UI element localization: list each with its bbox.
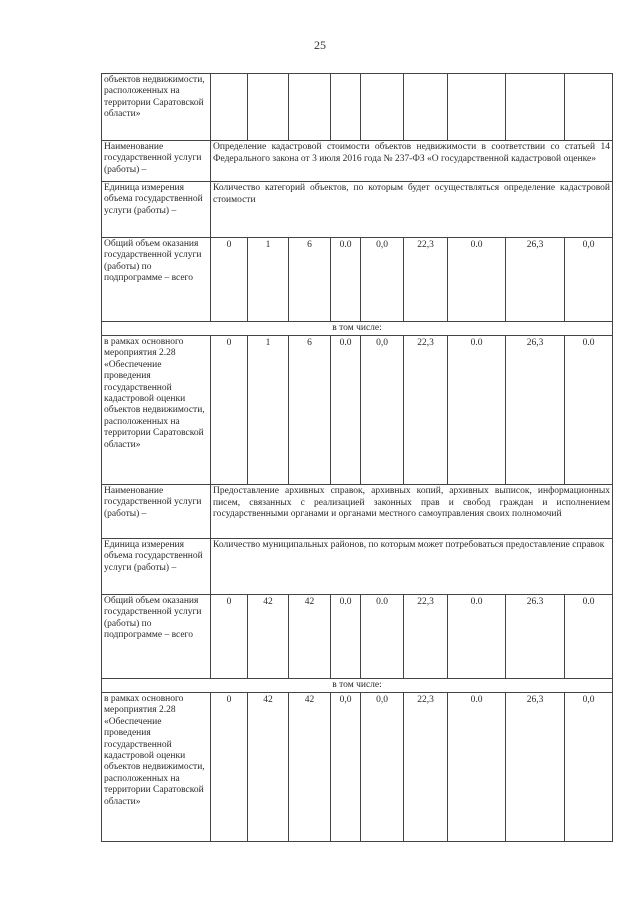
value-cell: 0,0: [361, 238, 404, 322]
unit-value: Количество категорий объектов, по которым будет осуществляться определение кадастровой стоимости: [211, 182, 613, 238]
table-row: [102, 238, 613, 322]
value-cell: 0: [211, 238, 248, 322]
value-cell: 26,3: [506, 693, 565, 842]
value-cell: 0.0: [565, 595, 613, 679]
value-cell: 0: [211, 336, 248, 485]
value-cell: 0.0: [331, 336, 361, 485]
total-volume-label: Общий объем оказания государственной услуги (работы) по подпрограмме – всего: [102, 238, 211, 322]
value-cell: 26.3: [506, 595, 565, 679]
value-cell: 0.0: [361, 595, 404, 679]
activity-label: в рамках основного мероприятия 2.28 «Обеспечение проведения государственной кадастровой оценки объектов недвижимости, расположенных на территории Саратовской области»: [102, 336, 211, 485]
value-cell: 42: [248, 595, 289, 679]
value-cell: 0,0: [361, 336, 404, 485]
table-row: [102, 322, 613, 336]
value-cell: 22,3: [404, 238, 448, 322]
activity-label-continued: объектов недвижимости, расположенных на территории Саратовской области»: [102, 74, 211, 141]
value-cell: 0: [211, 693, 248, 842]
table-row: [102, 182, 613, 238]
value-cell: 22,3: [404, 693, 448, 842]
value-cell: 0.0: [448, 595, 506, 679]
value-cell: 6: [289, 336, 331, 485]
value-cell: 0,0: [361, 693, 404, 842]
table-row: [102, 693, 613, 842]
value-cell: 1: [248, 238, 289, 322]
unit-label: Единица измерения объема государственной услуги (работы) –: [102, 539, 211, 595]
activity-label: в рамках основного мероприятия 2.28 «Обеспечение проведения государственной кадастровой оценки объектов недвижимости, расположенных на территории Саратовской области»: [102, 693, 211, 842]
value-cell: 0.0: [448, 336, 506, 485]
including-label: в том числе:: [102, 322, 613, 336]
table-row: [102, 679, 613, 693]
value-cell: 0.0: [565, 336, 613, 485]
value-cell: 42: [248, 693, 289, 842]
including-label: в том числе:: [102, 679, 613, 693]
value-cell: 1: [248, 336, 289, 485]
unit-label: Единица измерения объема государственной услуги (работы) –: [102, 182, 211, 238]
table-row: [102, 336, 613, 485]
value-cell: 0,0: [331, 693, 361, 842]
value-cell: 42: [289, 693, 331, 842]
page-number: 25: [314, 38, 326, 52]
value-cell: 6: [289, 238, 331, 322]
value-cell: 0.0: [448, 238, 506, 322]
table-row: [102, 539, 613, 595]
value-cell: 26,3: [506, 336, 565, 485]
value-cell: 0,0: [565, 238, 613, 322]
service-volume-table: [101, 73, 613, 842]
service-name-value: Предоставление архивных справок, архивных копий, архивных выписок, информационных писем, связанных с реализацией законных прав и свобод граждан и исполнением государственными органами и органами местного самоуправления своих полномочий: [211, 485, 613, 539]
value-cell: 26,3: [506, 238, 565, 322]
unit-value: Количество муниципальных районов, по которым может потребоваться предоставление справок: [211, 539, 613, 595]
table-row: [102, 141, 613, 182]
service-name-label: Наименование государственной услуги (работы) –: [102, 141, 211, 182]
value-cell: 22,3: [404, 336, 448, 485]
value-cell: 0,0: [565, 693, 613, 842]
value-cell: 42: [289, 595, 331, 679]
table-row: [102, 74, 613, 141]
service-name-label: Наименование государственной услуги (работы) –: [102, 485, 211, 539]
value-cell: 0.0: [331, 238, 361, 322]
value-cell: 0: [211, 595, 248, 679]
total-volume-label: Общий объем оказания государственной услуги (работы) по подпрограмме – всего: [102, 595, 211, 679]
value-cell: 0.0: [331, 595, 361, 679]
table-row: [102, 595, 613, 679]
table-row: [102, 485, 613, 539]
value-cell: 22,3: [404, 595, 448, 679]
service-name-value: Определение кадастровой стоимости объектов недвижимости в соответствии со статьей 14 Федерального закона от 3 июля 2016 года № 237-ФЗ «О государственной кадастровой оценке»: [211, 141, 613, 182]
value-cell: 0.0: [448, 693, 506, 842]
